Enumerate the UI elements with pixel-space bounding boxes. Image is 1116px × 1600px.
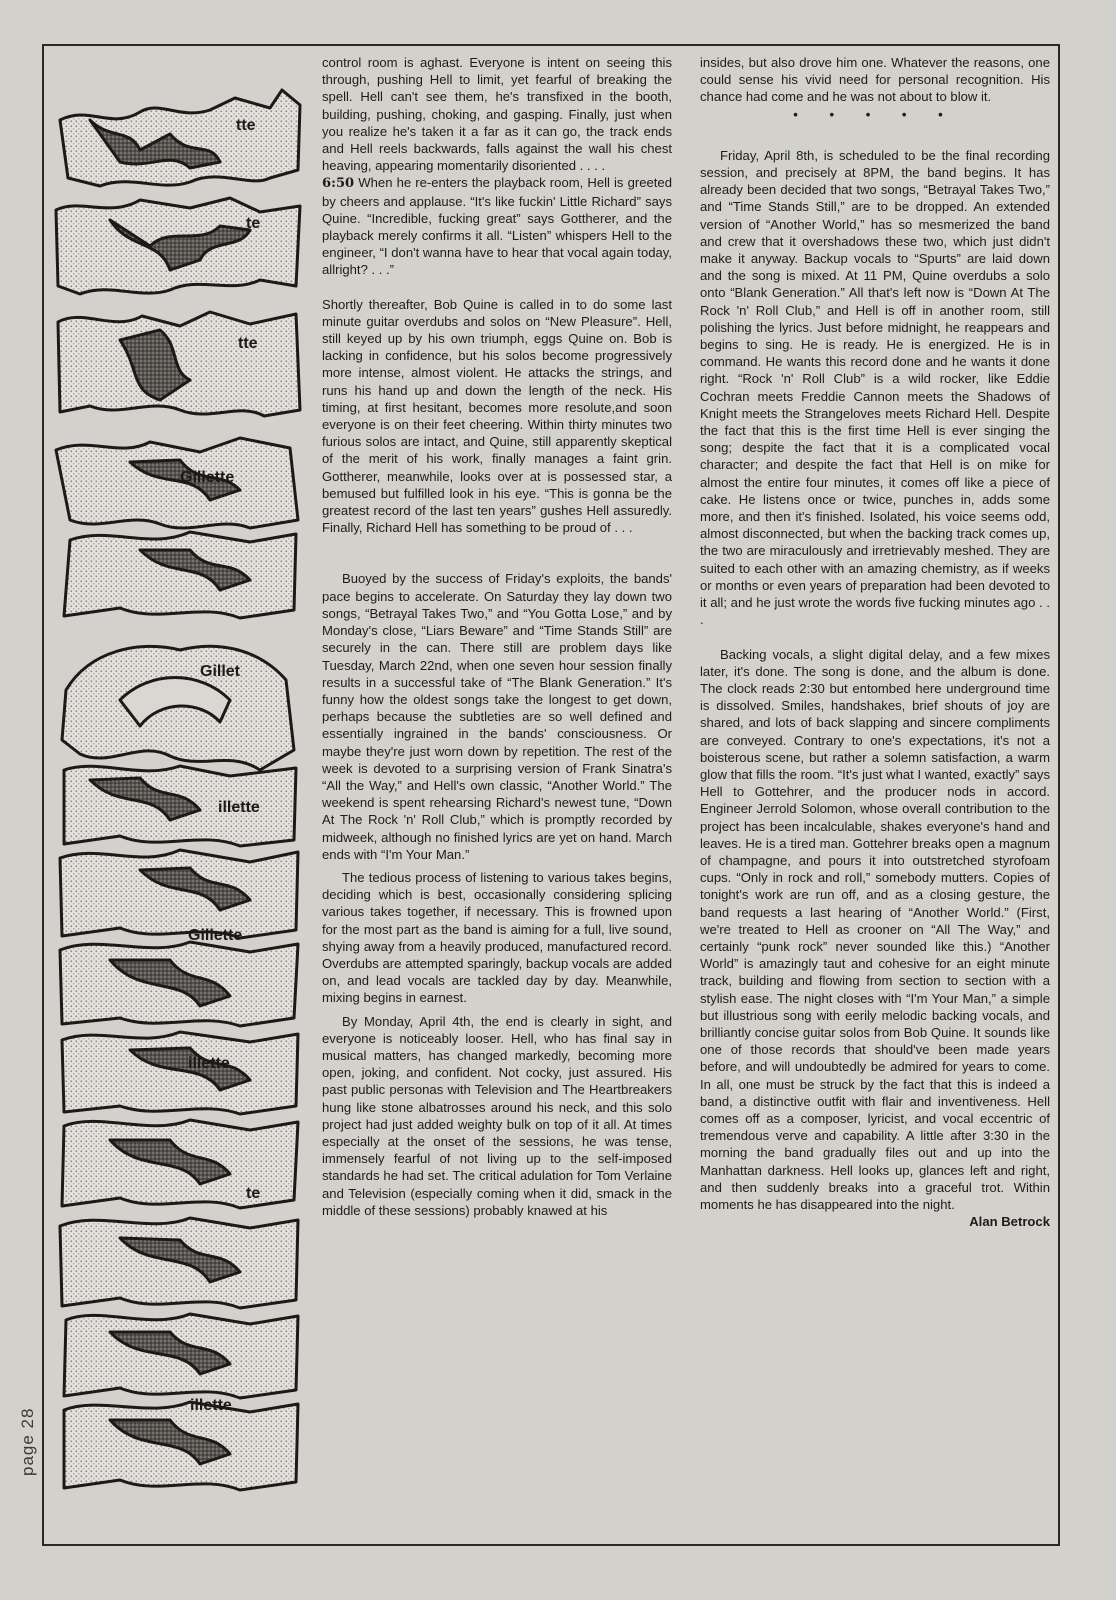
article-column-1: [322, 54, 672, 1219]
timestamp: 6:50: [322, 176, 355, 192]
art-label: Gillette: [180, 469, 235, 486]
paragraph-text: When he re-enters the playback room, Hell is greeted by cheers and applause. “It's like fuckin' Little Richard” says Quine. “Incredible, fucking great” says Gottherer, and the playback merely confirms it all. “Listen” whispers Hell to the engineer, “I don't wanna have to hear that vocal again today, allright? . . .”: [322, 175, 672, 278]
gillette-razor-blade-wordmark-art: [50, 50, 308, 1540]
paragraph: control room is aghast. Everyone is intent on seeing this through, pushing Hell to limit, yet fearful of breaking the spell. Hell can't see them, he's transfixed in the booth, building, pushing, choking, and gasping. Finally, just when you realize he's taken it a far as it can go, the track ends and Hell reels backwards, falls against the wall his chest heaving, appearing momentarily disoriented . . . .: [322, 55, 672, 174]
art-label: illette: [218, 799, 260, 816]
paragraph: [322, 174, 672, 278]
art-label: te: [246, 1185, 261, 1202]
art-label: Gillette: [188, 927, 243, 944]
art-label: tte: [236, 117, 256, 134]
page-number: page 28: [18, 1407, 37, 1476]
paragraph: Friday, April 8th, is scheduled to be the final recording session, and precisely at 8PM, the band begins. It has already been decided that two songs, “Betrayal Takes Two,” and “Time Stands Still,” are to be dropped. An extended version of “Another World,” has so mesmerized the band and crew that it overshadows these two, which just didn't make it anyway. Backup vocals to “Spurts” are laid down and the song is mixed. At 11 PM, Quine overdubs a solo onto “Blank Generation.” All that's left now is “Down At The Rock 'n' Roll Club,” and Hell is off in another room, still polishing the lyrics. Just before midnight, he reappears and begins to sing. He is ready. He is energized. He is in command. He wants this record done and he wants it done right. “Rock 'n' Roll Club” is a wild rocker, like Eddie Cochran meets Freddie Cannon meets the Shadows of Knight meets the Strangeloves meets Richard Hell. Despite the fact that this is the first time Hell is ever singing the song; despite the fact that it is a complicated vocal character; and despite the fact that Hell is on mike for almost the entire four minutes, it comes off like a piece of cake. He listens once or twice, punches in, adds some more, and then it's finished. Isolated, his voice seems odd, almost disconnected, but when the backing track comes up, the two are miraculously and irretrievably meshed. They are suited to each other with an amazing chemistry, as if weeks or months or even years of preparation had been devoted to it all; and he just wrote the words five fucking minutes ago . . .: [700, 147, 1050, 628]
section-break-stars: • • • • •: [793, 106, 957, 122]
paragraph: By Monday, April 4th, the end is clearly in sight, and everyone is noticeably looser. Hell, who has final say in musical matters, has changed markedly, becoming more open, joking, and confident. Not cocky, just assured. His past public personas with Television and The Heartbreakers hung like stone albatrosses around his neck, and this solo project had just added weighty bulk on top of it all. At times especially at the onset of the sessions, he was tense, immensely fearful of not living up to the self-imposed standards he had set. The critical adulation for Tom Verlaine and Television (especially coming when it did, smack in the middle of these sessions) probably knawed at his: [322, 1013, 672, 1218]
paragraph: Buoyed by the success of Friday's exploits, the bands' pace begins to accelerate. On Saturday they lay down two songs, “Betrayal Takes Two,” and “You Gotta Lose,” and by Monday's close, “Liars Beware” and “Time Stands Still” are securely in the can. There still are problem days like Tuesday, March 22nd, when one seven hour session finally results in a successful take of “The Blank Generation.” It's funny how the oldest songs take the longest to get down, perhaps because the subtleties are so well defined and essentially ingrained in the bands' consciousness. Or maybe they're just worn down by repetition. The rest of the week is devoted to a surprising version of Frank Sinatra's “All the Way,” and Hell's own classic, “Another World.” The weekend is spent rehearsing Richard's newest tune, “Down At The Rock 'n' Roll Club,” which is promptly recorded by midweek, although no finished lyrics are yet on hand. March ends with “I'm Your Man.”: [322, 571, 672, 862]
art-label: tte: [238, 335, 258, 352]
article-column-2: [700, 54, 1050, 1230]
art-label: illette: [190, 1397, 232, 1414]
paragraph: insides, but also drove him one. Whatever the reasons, one could sense his vivid need for personal recognition. His chance had come and he was not about to blow it.: [700, 55, 1050, 105]
art-label: illette: [188, 1055, 230, 1072]
byline: Alan Betrock: [969, 1214, 1050, 1230]
paragraph: Backing vocals, a slight digital delay, and a few mixes later, it's done. The song is done, and the album is done. The clock reads 2:30 but entombed here underground time is dissolved. Smiles, handshakes, brief shouts of joy are shared, and lots of back slapping and sincere compliments are conveyed. Contrary to one's expectations, it's not a boisterous scene, but rather a solemn satisfaction, a warm glow that fills the room. “It's just what I wanted, exactly” says Hell to Gottehrer, and the producer nods in accord. Engineer Jerrold Solomon, whose overall contribution to the project has been incalculable, shakes everyone's hand and leaves. He is a tired man. Gottehrer breaks open a magnum of champagne, and pours it into outstretched styrofoam cups. “Only in rock and roll,” somebody mutters. Copies of tonight's work are run off, and as a closing gesture, the band requests a last hearing of “Another World.” (First, we're treated to Hell as crooner on “All The Way,” and certainly “punk rock” never sounded like this.) “Another World” is amazingly taut and cohesive for an eight minute track, building and flowing from section to section with a stylish ease. The night closes with “I'm Your Man,” a simple but illustrious song with eerily melodic backing vocals, and brilliantly concise guitar solos from Bob Quine. It sounds like one of those records that should've been made years before, and will undoubtedly be admired for years to come. In all, one must be struck by the fact that this is indeed a band, a distinctive outfit with flair and inventiveness. Hell comes off as a composer, lyricist, and vocal eccentric of tremendous verve and capability. A little after 3:30 in the morning the band gradually files out and up into the Manhattan darkness. Hell looks up, glances left and right, and then suddenly breaks into a graceful trot. Within moments he has disappeared into the night.: [700, 646, 1050, 1212]
paragraph: Shortly thereafter, Bob Quine is called in to do some last minute guitar overdubs and solos on “New Pleasure”. Hell, still keyed up by his own triumph, eggs Quine on. Bob is lacking in confidence, but his solos become progressively more intense, almost violent. He attacks the strings, and runs his hand up and down the length of the neck. His timing, at first hesitant, becomes more resolute,and soon everyone is on their feet cheering. Within thirty minutes two furious solos are intact, and Quine, still apparently skeptical of the merit of his work, finally manages a faint grin. Gottherer, meanwhile, looks over at is possessed star, a bemused but fulfilled look in his eye. “This is gonna be the greatest record of the last ten years” gushes Hell assuredly. Finally, Richard Hell has something to be proud of . . .: [322, 296, 672, 536]
art-label: Gillet: [200, 663, 241, 680]
paragraph: The tedious process of listening to various takes begins, deciding which is best, occasionally considering splicing various takes together, if necessary. This is frowned upon for the most part as the band is aiming for a full, live sound, shying away from a heavily produced, manufactured record. Overdubs are attempted sparingly, backup vocals are added on, and lead vocals are tackled day by day. Meanwhile, mixing begins in earnest.: [322, 869, 672, 1006]
art-label: te: [246, 215, 261, 232]
